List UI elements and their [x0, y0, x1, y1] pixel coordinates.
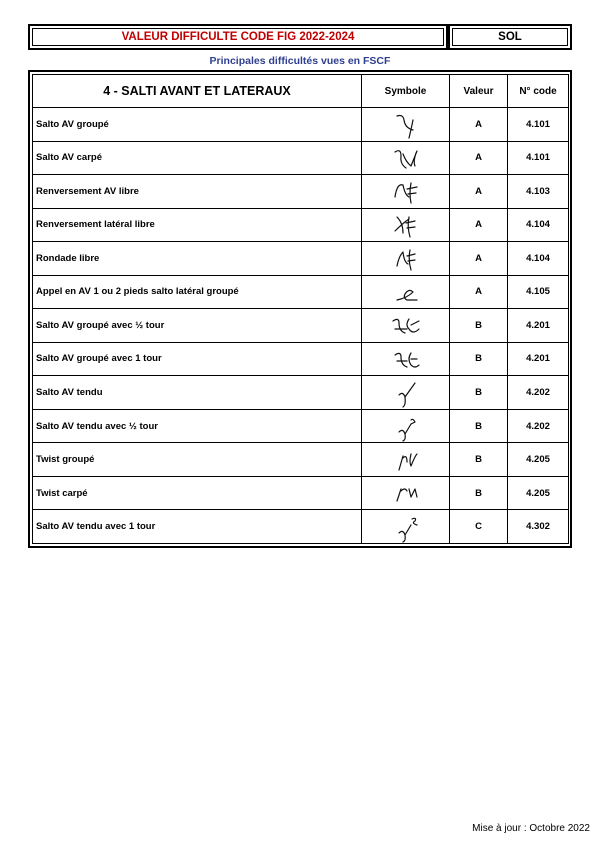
symbol-cell [362, 376, 450, 410]
element-name: Salto AV groupé [33, 108, 362, 142]
element-name: Twist carpé [33, 476, 362, 510]
value-column-header: Valeur [450, 75, 508, 108]
difficulty-value: B [450, 342, 508, 376]
title-box [28, 24, 448, 50]
difficulty-value: A [450, 175, 508, 209]
table-row [33, 510, 569, 544]
salto-av-groupe-1-tour-symbol-icon [362, 343, 449, 375]
table-row [33, 108, 569, 142]
salto-av-groupe-symbol-icon [362, 108, 449, 140]
code-column-header: N° code [508, 75, 569, 108]
code-number: 4.101 [508, 108, 569, 142]
code-number: 4.201 [508, 342, 569, 376]
difficulty-value: B [450, 443, 508, 477]
code-number: 4.201 [508, 309, 569, 343]
difficulty-value: B [450, 409, 508, 443]
symbol-cell [362, 476, 450, 510]
symbol-cell [362, 242, 450, 276]
table-row [33, 309, 569, 343]
difficulty-value: A [450, 242, 508, 276]
difficulty-value: B [450, 309, 508, 343]
symbol-cell [362, 409, 450, 443]
apparatus-box [448, 24, 572, 50]
code-number: 4.103 [508, 175, 569, 209]
rondade-libre-symbol-icon [362, 242, 449, 274]
difficulty-value: A [450, 141, 508, 175]
table-row [33, 443, 569, 477]
difficulty-value: A [450, 275, 508, 309]
renversement-lateral-libre-symbol-icon [362, 209, 449, 241]
table-row [33, 409, 569, 443]
table-row [33, 208, 569, 242]
element-name: Salto AV tendu avec 1 tour [33, 510, 362, 544]
symbol-cell [362, 342, 450, 376]
update-note: Mise à jour : Octobre 2022 [472, 823, 590, 834]
salto-av-tendu-demi-tour-symbol-icon [362, 410, 449, 442]
symbol-column-header: Symbole [362, 75, 450, 108]
salto-av-tendu-symbol-icon [362, 377, 449, 409]
section-title: 4 - SALTI AVANT ET LATERAUX [33, 75, 362, 108]
renversement-av-libre-symbol-icon [362, 175, 449, 207]
code-number: 4.205 [508, 443, 569, 477]
code-number: 4.105 [508, 275, 569, 309]
symbol-cell [362, 208, 450, 242]
code-number: 4.101 [508, 141, 569, 175]
code-number: 4.205 [508, 476, 569, 510]
element-name: Salto AV groupé avec ½ tour [33, 309, 362, 343]
table-header-row [33, 75, 569, 108]
element-name: Salto AV groupé avec 1 tour [33, 342, 362, 376]
code-number: 4.302 [508, 510, 569, 544]
twist-groupe-symbol-icon [362, 444, 449, 476]
table-row [33, 476, 569, 510]
difficulty-value: C [450, 510, 508, 544]
symbol-cell [362, 309, 450, 343]
code-number: 4.202 [508, 376, 569, 410]
symbol-cell [362, 510, 450, 544]
table-row [33, 141, 569, 175]
subtitle: Principales difficultés vues en FSCF [209, 55, 391, 67]
symbol-cell [362, 108, 450, 142]
element-name: Salto AV carpé [33, 141, 362, 175]
difficulty-value: A [450, 108, 508, 142]
difficulty-value: B [450, 476, 508, 510]
salto-av-tendu-1-tour-symbol-icon [362, 511, 449, 543]
element-name: Renversement latéral libre [33, 208, 362, 242]
symbol-cell [362, 275, 450, 309]
code-number: 4.104 [508, 208, 569, 242]
element-name: Renversement AV libre [33, 175, 362, 209]
document-title: VALEUR DIFFICULTE CODE FIG 2022-2024 [32, 28, 444, 46]
difficulty-table [28, 70, 572, 548]
element-name: Appel en AV 1 ou 2 pieds salto latéral groupé [33, 275, 362, 309]
element-name: Salto AV tendu avec ½ tour [33, 409, 362, 443]
symbol-cell [362, 443, 450, 477]
twist-carpe-symbol-icon [362, 477, 449, 509]
element-name: Twist groupé [33, 443, 362, 477]
code-number: 4.202 [508, 409, 569, 443]
difficulty-value: A [450, 208, 508, 242]
table-row [33, 275, 569, 309]
table-row [33, 175, 569, 209]
table-row [33, 342, 569, 376]
code-number: 4.104 [508, 242, 569, 276]
apparatus-label: SOL [452, 28, 568, 46]
table-row [33, 242, 569, 276]
salto-av-groupe-demi-tour-symbol-icon [362, 309, 449, 341]
salto-lateral-groupe-symbol-icon [362, 276, 449, 308]
symbol-cell [362, 141, 450, 175]
salto-av-carpe-symbol-icon [362, 142, 449, 174]
table-row [33, 376, 569, 410]
element-name: Salto AV tendu [33, 376, 362, 410]
symbol-cell [362, 175, 450, 209]
difficulty-value: B [450, 376, 508, 410]
element-name: Rondade libre [33, 242, 362, 276]
